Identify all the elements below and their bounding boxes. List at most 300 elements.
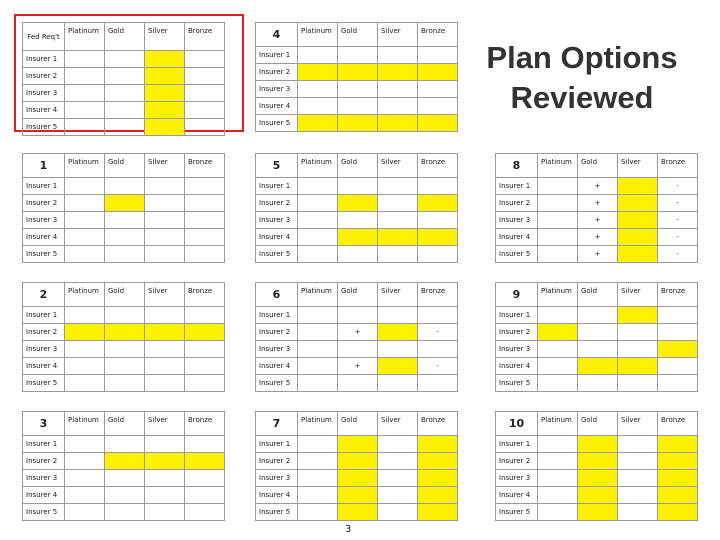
plan-cell	[105, 85, 145, 102]
page-title: Plan Options Reviewed	[486, 40, 678, 115]
plan-cell-highlighted	[145, 85, 185, 102]
insurer-name: Insurer 1	[256, 47, 298, 64]
insurer-row	[23, 178, 225, 195]
plan-grid	[255, 411, 458, 521]
insurer-name: Insurer 2	[496, 195, 538, 212]
plan-cell-highlighted	[658, 470, 698, 487]
plan-cell	[185, 307, 225, 324]
column-header: Gold	[338, 23, 378, 47]
insurer-name: Insurer 5	[496, 246, 538, 263]
plan-cell	[185, 436, 225, 453]
insurer-name: Insurer 3	[256, 470, 298, 487]
grid-label: 2	[23, 283, 65, 307]
plan-grid	[22, 153, 225, 263]
plan-cell	[298, 324, 338, 341]
plan-cell	[538, 229, 578, 246]
insurer-name: Insurer 1	[496, 178, 538, 195]
insurer-row	[256, 47, 458, 64]
insurer-row	[256, 246, 458, 263]
plan-cell	[145, 212, 185, 229]
plan-cell-highlighted	[145, 119, 185, 136]
insurer-name: Insurer 4	[496, 358, 538, 375]
plan-cell	[298, 229, 338, 246]
insurer-row	[23, 487, 225, 504]
plan-cell-highlighted	[418, 195, 458, 212]
insurer-name: Insurer 1	[496, 307, 538, 324]
plan-cell	[105, 212, 145, 229]
insurer-name: Insurer 2	[496, 453, 538, 470]
column-header: Bronze	[658, 283, 698, 307]
insurer-name: Insurer 3	[496, 470, 538, 487]
plan-cell	[185, 68, 225, 85]
plan-cell-highlighted	[618, 246, 658, 263]
plan-grid	[495, 411, 698, 521]
plan-cell	[618, 453, 658, 470]
insurer-name: Insurer 1	[496, 436, 538, 453]
plan-cell	[298, 504, 338, 521]
plan-cell-highlighted	[418, 115, 458, 132]
column-header: Gold	[105, 154, 145, 178]
plan-cell-highlighted	[418, 470, 458, 487]
plan-cell	[378, 246, 418, 263]
insurer-name: Insurer 3	[23, 341, 65, 358]
grid-label: 7	[256, 412, 298, 436]
grid-label: 1	[23, 154, 65, 178]
plan-cell	[658, 375, 698, 392]
page-number: 3	[345, 524, 352, 535]
insurer-row	[496, 324, 698, 341]
plan-cell: -	[658, 178, 698, 195]
insurer-name: Insurer 2	[23, 68, 65, 85]
plan-cell-highlighted	[338, 453, 378, 470]
insurer-name: Insurer 5	[23, 504, 65, 521]
insurer-row	[23, 358, 225, 375]
grid-label: 9	[496, 283, 538, 307]
insurer-row	[256, 341, 458, 358]
plan-cell-highlighted	[105, 195, 145, 212]
column-header: Platinum	[65, 283, 105, 307]
plan-cell	[378, 470, 418, 487]
plan-cell	[538, 246, 578, 263]
plan-cell-highlighted	[105, 324, 145, 341]
column-header: Platinum	[538, 412, 578, 436]
plan-cell-highlighted	[578, 470, 618, 487]
insurer-row	[256, 375, 458, 392]
plan-cell	[298, 341, 338, 358]
plan-cell	[298, 98, 338, 115]
plan-cell	[105, 178, 145, 195]
insurer-name: Insurer 5	[23, 119, 65, 136]
column-header: Platinum	[65, 23, 105, 51]
insurer-row	[23, 436, 225, 453]
insurer-name: Insurer 2	[256, 64, 298, 81]
plan-cell	[105, 375, 145, 392]
insurer-row	[256, 115, 458, 132]
plan-grid	[22, 282, 225, 392]
insurer-row	[23, 324, 225, 341]
plan-cell-highlighted	[418, 453, 458, 470]
plan-cell	[658, 307, 698, 324]
insurer-row	[256, 195, 458, 212]
insurer-name: Insurer 5	[23, 246, 65, 263]
plan-cell-highlighted	[418, 504, 458, 521]
insurer-row	[496, 453, 698, 470]
plan-grid	[495, 153, 698, 263]
insurer-name: Insurer 5	[496, 375, 538, 392]
plan-cell	[145, 246, 185, 263]
insurer-name: Insurer 4	[23, 487, 65, 504]
plan-cell	[65, 195, 105, 212]
column-header: Silver	[145, 154, 185, 178]
plan-cell	[538, 487, 578, 504]
plan-cell-highlighted	[185, 453, 225, 470]
plan-cell	[298, 436, 338, 453]
insurer-row	[23, 102, 225, 119]
insurer-row	[23, 375, 225, 392]
plan-cell	[618, 504, 658, 521]
column-header: Platinum	[65, 154, 105, 178]
plan-cell	[338, 98, 378, 115]
insurer-row	[496, 178, 698, 195]
insurer-name: Insurer 3	[256, 341, 298, 358]
plan-cell	[538, 341, 578, 358]
plan-cell	[618, 487, 658, 504]
plan-cell	[378, 453, 418, 470]
insurer-name: Insurer 3	[23, 470, 65, 487]
insurer-row	[496, 375, 698, 392]
insurer-row	[23, 68, 225, 85]
insurer-name: Insurer 3	[23, 85, 65, 102]
plan-cell-highlighted	[145, 68, 185, 85]
plan-cell	[105, 504, 145, 521]
plan-cell: +	[338, 358, 378, 375]
plan-cell-highlighted	[418, 229, 458, 246]
plan-cell-highlighted	[658, 487, 698, 504]
plan-cell: -	[418, 324, 458, 341]
column-header: Silver	[145, 23, 185, 51]
column-header: Platinum	[538, 154, 578, 178]
plan-cell	[298, 246, 338, 263]
plan-cell	[65, 341, 105, 358]
plan-cell	[145, 487, 185, 504]
column-header: Gold	[105, 283, 145, 307]
insurer-name: Insurer 4	[496, 487, 538, 504]
insurer-row	[23, 195, 225, 212]
plan-cell	[105, 51, 145, 68]
plan-cell: +	[338, 324, 378, 341]
insurer-row	[496, 504, 698, 521]
plan-cell	[145, 229, 185, 246]
plan-cell	[378, 178, 418, 195]
plan-cell-highlighted	[298, 115, 338, 132]
plan-cell	[105, 102, 145, 119]
insurer-name: Insurer 1	[23, 51, 65, 68]
plan-cell	[145, 436, 185, 453]
plan-cell	[538, 375, 578, 392]
insurer-name: Insurer 5	[256, 115, 298, 132]
column-header: Gold	[338, 154, 378, 178]
insurer-name: Insurer 4	[256, 229, 298, 246]
insurer-name: Insurer 4	[23, 229, 65, 246]
plan-cell	[538, 358, 578, 375]
plan-cell-highlighted	[378, 115, 418, 132]
plan-cell	[378, 504, 418, 521]
plan-cell	[145, 375, 185, 392]
plan-cell	[298, 453, 338, 470]
plan-cell	[185, 358, 225, 375]
insurer-row	[496, 246, 698, 263]
plan-cell	[538, 436, 578, 453]
plan-cell	[378, 81, 418, 98]
column-header: Gold	[338, 412, 378, 436]
insurer-row	[256, 504, 458, 521]
insurer-row	[496, 195, 698, 212]
insurer-name: Insurer 4	[23, 102, 65, 119]
insurer-row	[496, 358, 698, 375]
plan-cell	[578, 324, 618, 341]
insurer-row	[496, 487, 698, 504]
column-header: Platinum	[298, 283, 338, 307]
plan-cell	[338, 81, 378, 98]
insurer-name: Insurer 1	[256, 307, 298, 324]
plan-cell	[105, 246, 145, 263]
plan-cell	[145, 307, 185, 324]
plan-cell	[105, 470, 145, 487]
plan-cell	[65, 307, 105, 324]
insurer-row	[256, 453, 458, 470]
insurer-row	[23, 246, 225, 263]
plan-cell-highlighted	[658, 341, 698, 358]
plan-cell-highlighted	[145, 102, 185, 119]
insurer-row	[256, 358, 458, 375]
plan-cell	[298, 470, 338, 487]
plan-cell	[578, 375, 618, 392]
plan-cell	[658, 324, 698, 341]
column-header: Platinum	[538, 283, 578, 307]
insurer-name: Insurer 1	[256, 436, 298, 453]
plan-cell	[338, 212, 378, 229]
insurer-row	[256, 436, 458, 453]
plan-cell	[298, 487, 338, 504]
plan-cell: +	[578, 212, 618, 229]
plan-cell	[338, 178, 378, 195]
plan-cell	[185, 246, 225, 263]
plan-cell	[618, 470, 658, 487]
insurer-row	[496, 212, 698, 229]
plan-cell-highlighted	[338, 470, 378, 487]
plan-cell	[65, 358, 105, 375]
column-header: Bronze	[658, 154, 698, 178]
plan-cell	[418, 81, 458, 98]
column-header: Gold	[105, 412, 145, 436]
plan-cell	[378, 341, 418, 358]
insurer-name: Insurer 4	[256, 358, 298, 375]
plan-cell-highlighted	[338, 64, 378, 81]
column-header: Platinum	[65, 412, 105, 436]
plan-cell	[418, 47, 458, 64]
insurer-name: Insurer 1	[23, 178, 65, 195]
insurer-name: Insurer 1	[256, 178, 298, 195]
column-header: Silver	[145, 412, 185, 436]
column-header: Bronze	[658, 412, 698, 436]
plan-cell	[418, 212, 458, 229]
insurer-row	[23, 51, 225, 68]
plan-cell	[338, 341, 378, 358]
plan-cell-highlighted	[65, 324, 105, 341]
insurer-name: Insurer 2	[23, 453, 65, 470]
plan-cell-highlighted	[185, 324, 225, 341]
plan-cell: +	[578, 229, 618, 246]
insurer-name: Insurer 5	[256, 375, 298, 392]
insurer-row	[23, 453, 225, 470]
insurer-name: Insurer 3	[496, 341, 538, 358]
column-header: Bronze	[185, 154, 225, 178]
plan-cell-highlighted	[618, 358, 658, 375]
column-header: Gold	[105, 23, 145, 51]
plan-cell: -	[658, 195, 698, 212]
plan-cell	[65, 85, 105, 102]
plan-cell	[578, 341, 618, 358]
insurer-row	[256, 178, 458, 195]
plan-cell	[298, 307, 338, 324]
insurer-row	[256, 324, 458, 341]
grid-label: 3	[23, 412, 65, 436]
plan-cell	[618, 436, 658, 453]
insurer-name: Insurer 2	[256, 453, 298, 470]
insurer-row	[256, 81, 458, 98]
plan-cell-highlighted	[538, 324, 578, 341]
plan-cell	[378, 47, 418, 64]
plan-cell	[618, 324, 658, 341]
plan-cell: +	[578, 195, 618, 212]
plan-cell-highlighted	[578, 358, 618, 375]
insurer-row	[256, 470, 458, 487]
column-header: Gold	[578, 283, 618, 307]
plan-cell	[185, 212, 225, 229]
column-header: Platinum	[298, 23, 338, 47]
plan-cell	[65, 470, 105, 487]
plan-cell	[65, 436, 105, 453]
plan-grid	[255, 22, 458, 132]
plan-cell	[298, 195, 338, 212]
column-header: Bronze	[418, 283, 458, 307]
plan-cell-highlighted	[338, 436, 378, 453]
column-header: Gold	[578, 154, 618, 178]
plan-cell	[65, 51, 105, 68]
plan-cell	[105, 119, 145, 136]
plan-cell	[65, 487, 105, 504]
insurer-name: Insurer 5	[256, 504, 298, 521]
plan-cell	[418, 307, 458, 324]
insurer-name: Insurer 4	[256, 98, 298, 115]
plan-cell	[185, 470, 225, 487]
column-header: Silver	[378, 412, 418, 436]
column-header: Bronze	[185, 412, 225, 436]
plan-cell-highlighted	[618, 229, 658, 246]
plan-cell	[65, 453, 105, 470]
plan-cell	[378, 487, 418, 504]
plan-cell-highlighted	[378, 358, 418, 375]
plan-cell	[185, 487, 225, 504]
plan-grid	[22, 411, 225, 521]
column-header: Gold	[578, 412, 618, 436]
insurer-row	[23, 229, 225, 246]
plan-cell-highlighted	[338, 504, 378, 521]
column-header: Silver	[618, 154, 658, 178]
insurer-row	[256, 64, 458, 81]
insurer-row	[256, 307, 458, 324]
plan-cell	[65, 246, 105, 263]
plan-cell	[538, 307, 578, 324]
plan-cell-highlighted	[298, 64, 338, 81]
plan-cell-highlighted	[618, 212, 658, 229]
plan-cell	[618, 375, 658, 392]
plan-cell	[185, 229, 225, 246]
plan-grid	[255, 282, 458, 392]
plan-cell	[378, 436, 418, 453]
plan-cell-highlighted	[618, 195, 658, 212]
plan-cell	[145, 341, 185, 358]
plan-cell: +	[578, 246, 618, 263]
insurer-row	[23, 307, 225, 324]
plan-cell	[185, 504, 225, 521]
insurer-name: Insurer 2	[23, 195, 65, 212]
plan-cell-highlighted	[378, 64, 418, 81]
plan-cell	[145, 195, 185, 212]
plan-grid	[255, 153, 458, 263]
insurer-name: Insurer 3	[496, 212, 538, 229]
insurer-row	[256, 98, 458, 115]
plan-cell-highlighted	[338, 229, 378, 246]
plan-cell	[298, 358, 338, 375]
plan-cell	[145, 178, 185, 195]
plan-cell	[538, 504, 578, 521]
grid-label: 5	[256, 154, 298, 178]
plan-cell	[538, 212, 578, 229]
plan-cell	[105, 307, 145, 324]
plan-cell: -	[658, 246, 698, 263]
plan-cell	[185, 375, 225, 392]
plan-cell	[145, 504, 185, 521]
plan-cell	[578, 307, 618, 324]
column-header: Bronze	[418, 412, 458, 436]
plan-cell	[298, 178, 338, 195]
grid-label: Fed Req't	[23, 23, 65, 51]
plan-cell	[298, 212, 338, 229]
plan-cell-highlighted	[338, 115, 378, 132]
insurer-row	[256, 487, 458, 504]
insurer-row	[23, 504, 225, 521]
plan-cell	[538, 178, 578, 195]
plan-cell-highlighted	[578, 453, 618, 470]
plan-cell-highlighted	[338, 487, 378, 504]
plan-cell	[418, 246, 458, 263]
insurer-name: Insurer 2	[256, 195, 298, 212]
plan-cell: +	[578, 178, 618, 195]
plan-cell-highlighted	[578, 436, 618, 453]
insurer-name: Insurer 2	[256, 324, 298, 341]
column-header: Silver	[618, 412, 658, 436]
plan-cell	[378, 195, 418, 212]
plan-cell	[338, 47, 378, 64]
plan-cell	[658, 358, 698, 375]
plan-cell	[105, 68, 145, 85]
grid-label: 10	[496, 412, 538, 436]
plan-grid	[495, 282, 698, 392]
plan-cell	[298, 81, 338, 98]
plan-cell: -	[658, 229, 698, 246]
plan-cell	[145, 470, 185, 487]
